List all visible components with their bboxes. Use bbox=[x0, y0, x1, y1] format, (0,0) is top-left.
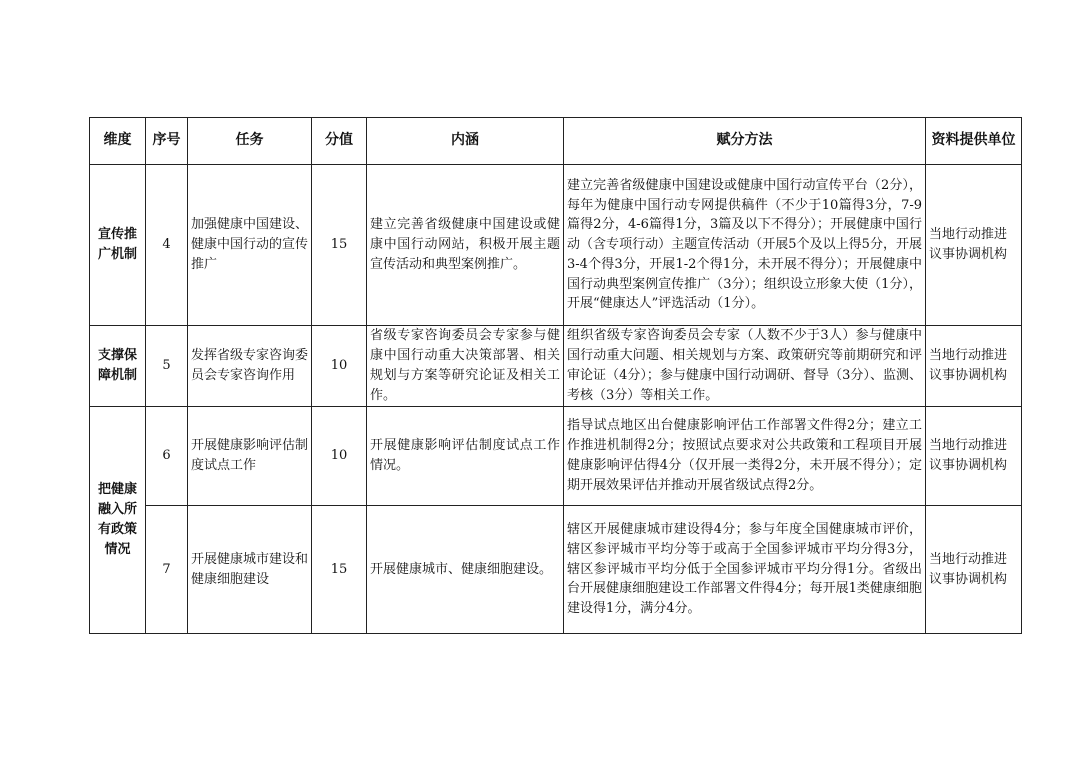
evaluation-table bbox=[89, 117, 1022, 634]
dimension-cell: 支撑保障机制 bbox=[90, 326, 146, 407]
unit-cell: 当地行动推进议事协调机构 bbox=[926, 165, 1022, 326]
header-dimension: 维度 bbox=[90, 118, 146, 165]
header-number: 序号 bbox=[146, 118, 188, 165]
method-cell: 指导试点地区出台健康影响评估工作部署文件得2分；建立工作推进机制得2分；按照试点要求对公共政策和工程项目开展健康影响评估得4分（仅开展一类得2分，未开展不得分）；定期开展效果评估并推动开展省级试点得2分。 bbox=[564, 407, 926, 506]
score-cell: 15 bbox=[312, 165, 367, 326]
number-cell: 4 bbox=[146, 165, 188, 326]
method-cell: 辖区开展健康城市建设得4分；参与年度全国健康城市评价，辖区参评城市平均分等于或高于全国参评城市平均分得3分，辖区参评城市平均分低于全国参评城市平均分得1分。省级出台开展健康细胞建设工作部署文件得4分；每开展1类健康细胞建设得1分，满分4分。 bbox=[564, 506, 926, 634]
task-cell: 开展健康影响评估制度试点工作 bbox=[188, 407, 312, 506]
content-cell: 省级专家咨询委员会专家参与健康中国行动重大决策部署、相关规划与方案等研究论证及相关工作。 bbox=[367, 326, 564, 407]
number-cell: 6 bbox=[146, 407, 188, 506]
table-row bbox=[90, 407, 1022, 506]
unit-cell: 当地行动推进议事协调机构 bbox=[926, 506, 1022, 634]
header-content: 内涵 bbox=[367, 118, 564, 165]
table-row bbox=[90, 326, 1022, 407]
header-row bbox=[90, 118, 1022, 165]
unit-cell: 当地行动推进议事协调机构 bbox=[926, 326, 1022, 407]
header-score: 分值 bbox=[312, 118, 367, 165]
score-cell: 10 bbox=[312, 407, 367, 506]
score-cell: 10 bbox=[312, 326, 367, 407]
dimension-cell: 把健康融入所有政策情况 bbox=[90, 407, 146, 634]
content-cell: 建立完善省级健康中国建设或健康中国行动网站，积极开展主题宣传活动和典型案例推广。 bbox=[367, 165, 564, 326]
number-cell: 7 bbox=[146, 506, 188, 634]
score-cell: 15 bbox=[312, 506, 367, 634]
header-unit: 资料提供单位 bbox=[926, 118, 1022, 165]
method-cell: 组织省级专家咨询委员会专家（人数不少于3人）参与健康中国行动重大问题、相关规划与方案、政策研究等前期研究和评审论证（4分）；参与健康中国行动调研、督导（3分）、监测、考核（3分）等相关工作。 bbox=[564, 326, 926, 407]
header-method: 赋分方法 bbox=[564, 118, 926, 165]
table-row bbox=[90, 165, 1022, 326]
number-cell: 5 bbox=[146, 326, 188, 407]
header-task: 任务 bbox=[188, 118, 312, 165]
content-cell: 开展健康城市、健康细胞建设。 bbox=[367, 506, 564, 634]
content-cell: 开展健康影响评估制度试点工作情况。 bbox=[367, 407, 564, 506]
task-cell: 发挥省级专家咨询委员会专家咨询作用 bbox=[188, 326, 312, 407]
unit-cell: 当地行动推进议事协调机构 bbox=[926, 407, 1022, 506]
task-cell: 加强健康中国建设、健康中国行动的宣传推广 bbox=[188, 165, 312, 326]
method-cell: 建立完善省级健康中国建设或健康中国行动宣传平台（2分），每年为健康中国行动专网提供稿件（不少于10篇得3分，7-9篇得2分，4-6篇得1分，3篇及以下不得分）；开展健康中国行动（含专项行动）主题宣传活动（开展5个及以上得5分，开展3-4个得3分，开展1-2个得1分，未开展不得分）；开展健康中国行动典型案例宣传推广（3分）；组织设立形象大使（1分），开展“健康达人”评选活动（1分）。 bbox=[564, 165, 926, 326]
dimension-cell: 宣传推广机制 bbox=[90, 165, 146, 326]
task-cell: 开展健康城市建设和健康细胞建设 bbox=[188, 506, 312, 634]
table-row bbox=[90, 506, 1022, 634]
